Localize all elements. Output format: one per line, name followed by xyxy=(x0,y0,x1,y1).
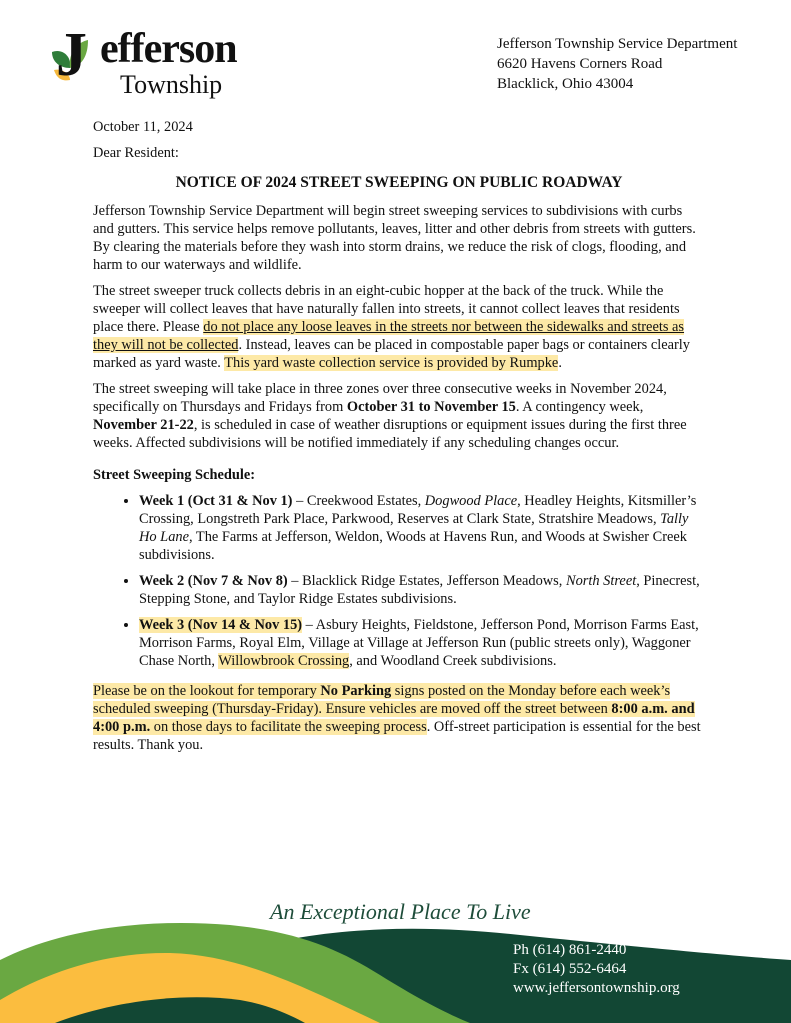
address-line: 6620 Havens Corners Road xyxy=(497,56,663,72)
paragraph-dates: The street sweeping will take place in three zones over three consecutive weeks in November 2024, specifically on Thursdays and Fridays from October 31 to November 15. A contingency week, November 21-22, is scheduled in case of weather disruptions or equipment issues during the first three weeks. Affected subdivisions will be notified immediately if any scheduling changes occur. xyxy=(93,381,687,451)
fax-number: Fx (614) 552-6464 xyxy=(513,961,627,977)
footer-contact xyxy=(513,941,680,998)
paragraph-leaves: The street sweeper truck collects debris in an eight-cubic hopper at the back of the truck. While the sweeper will collect leaves that have naturally fallen into streets, it cannot collect leaves that residents place there. Please do not place any loose leaves in the streets nor between the sidewalks and streets as they will not be collected. Instead, leaves can be placed in compostable paper bags or containers clearly marked as yard waste. This yard waste collection service is provided by Rumpke. xyxy=(93,283,690,371)
website-link[interactable]: www.jeffersontownship.org xyxy=(513,980,680,996)
schedule-week-3: • Week 3 (Nov 14 & Nov 15) – Asbury Heights, Fieldstone, Jefferson Pond, Morrison Farms East, Morrison Farms, Royal Elm, Village at Village at Jefferson Run (public streets only), Waggoner Chase North, Willowbrook Crossing, and Woodland Creek subdivisions. xyxy=(139,616,705,670)
salutation: Dear Resident: xyxy=(93,145,179,161)
address-line: Blacklick, Ohio 43004 xyxy=(497,76,634,92)
schedule-heading: Street Sweeping Schedule: xyxy=(93,467,256,483)
notice-title: NOTICE OF 2024 STREET SWEEPING ON PUBLIC ROADWAY xyxy=(175,174,623,191)
phone-number: Ph (614) 861-2440 xyxy=(513,942,627,958)
letter-body xyxy=(93,118,705,762)
logo-subtitle: Township xyxy=(120,70,223,99)
department-address xyxy=(497,34,737,94)
schedule-list xyxy=(93,492,705,670)
address-line: Jefferson Township Service Department xyxy=(497,36,738,52)
logo-name: efferson xyxy=(100,26,237,72)
schedule-week-2: • Week 2 (Nov 7 & Nov 8) – Blacklick Ridge Estates, Jefferson Meadows, North Street, Pinecrest, Stepping Stone, and Taylor Ridge Estates subdivisions. xyxy=(139,572,705,608)
footer-slogan: An Exceptional Place To Live xyxy=(270,899,531,924)
paragraph-intro: Jefferson Township Service Department will begin street sweeping services to subdivisions with curbs and gutters. This service helps remove pollutants, leaves, litter and other debris from streets with gutters. By clearing the materials before they wash into storm drains, we reduce the risk of clogs, flooding, and harm to our waterways and wildlife. xyxy=(93,203,696,273)
township-logo xyxy=(48,21,248,100)
letter-date: October 11, 2024 xyxy=(93,119,193,135)
schedule-week-1: • Week 1 (Oct 31 & Nov 1) – Creekwood Estates, Dogwood Place, Headley Heights, Kitsmiller’s Crossing, Longstreth Park Place, Parkwood, Reserves at Clark State, Stratshire Meadows, Tally Ho Lane, The Farms at Jefferson, Weldon, Woods at Havens Run, and Woods at Swisher Creek subdivisions. xyxy=(139,492,705,564)
logo-initial: J xyxy=(56,21,87,89)
paragraph-parking: Please be on the lookout for temporary No Parking signs posted on the Monday before each week’s scheduled sweeping (Thursday-Friday). Ensure vehicles are moved off the street between 8:00 a.m. and 4:00 p.m. on those days to facilitate the sweeping process. Off-street participation is essential for the best results. Thank you. xyxy=(93,683,701,753)
